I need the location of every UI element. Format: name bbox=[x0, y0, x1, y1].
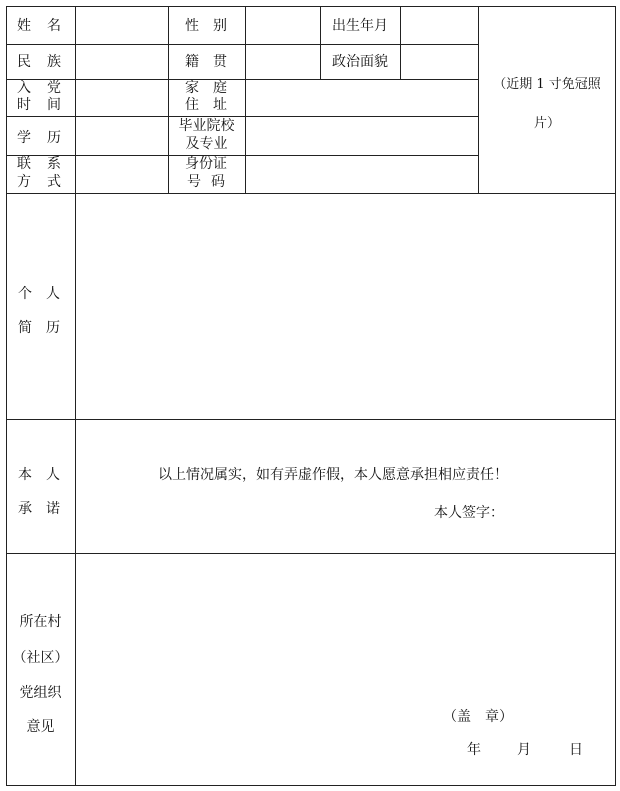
row-divider bbox=[6, 79, 478, 80]
label-char: 籍 bbox=[185, 54, 199, 70]
row-divider bbox=[6, 155, 478, 156]
date-month: 月 bbox=[517, 742, 531, 758]
label-char: 间 bbox=[47, 97, 61, 113]
label-char: 家 bbox=[185, 80, 199, 96]
label-char: 名 bbox=[47, 18, 61, 34]
column-divider bbox=[168, 6, 169, 194]
section-divider bbox=[6, 419, 615, 420]
label-char: 式 bbox=[47, 174, 61, 190]
label-char: 庭 bbox=[213, 80, 227, 96]
home-address-label-line2 bbox=[185, 98, 227, 112]
resume-label-line2 bbox=[18, 321, 60, 335]
photo-column-divider bbox=[478, 6, 479, 194]
label-char: 份 bbox=[199, 156, 213, 172]
join-party-label-line1 bbox=[17, 81, 61, 95]
resume-input-area[interactable] bbox=[77, 195, 614, 418]
pledge-statement: 以上情况属实，如有弄虚作假，本人愿意承担相应责任！ bbox=[158, 467, 508, 483]
label-char: 族 bbox=[47, 54, 61, 70]
section-divider bbox=[6, 553, 615, 554]
label-char: 入 bbox=[17, 80, 31, 96]
label-char: 住 bbox=[185, 97, 199, 113]
seal-label: （盖 章） bbox=[443, 709, 513, 725]
native-place-label bbox=[185, 55, 227, 69]
label-char: 系 bbox=[47, 156, 61, 172]
opinion-label-line3: 党组织 bbox=[19, 685, 62, 701]
label-char: 人 bbox=[46, 467, 60, 483]
row-divider bbox=[6, 116, 478, 117]
label-char: 历 bbox=[47, 130, 61, 146]
label-char: 联 bbox=[17, 156, 31, 172]
label-char: 简 bbox=[18, 320, 32, 336]
home-address-label-line1 bbox=[185, 81, 227, 95]
border-top bbox=[6, 6, 615, 7]
label-char: 号 bbox=[187, 174, 201, 190]
id-number-label-line2 bbox=[187, 175, 225, 189]
resume-label-line1 bbox=[18, 287, 60, 301]
label-char: 历 bbox=[46, 320, 60, 336]
id-number-label-line1 bbox=[185, 157, 227, 171]
photo-placeholder-line2: 片） bbox=[533, 116, 560, 131]
label-char: 时 bbox=[17, 97, 31, 113]
column-divider bbox=[245, 6, 246, 194]
birth-date-label: 出生年月 bbox=[332, 18, 388, 34]
join-party-label-line2 bbox=[17, 98, 61, 112]
label-char: 学 bbox=[17, 130, 31, 146]
label-char: 姓 bbox=[17, 18, 31, 34]
education-label bbox=[17, 131, 61, 145]
pledge-label-line1 bbox=[18, 468, 60, 482]
section-divider bbox=[6, 193, 615, 194]
border-left bbox=[6, 6, 7, 786]
label-column-divider bbox=[75, 6, 76, 786]
opinion-label-line1: 所在村 bbox=[19, 614, 62, 630]
ethnicity-label bbox=[17, 55, 61, 69]
label-char: 个 bbox=[18, 286, 32, 302]
label-char: 身 bbox=[185, 156, 199, 172]
contact-label-line1 bbox=[17, 157, 61, 171]
gender-label bbox=[185, 19, 227, 33]
border-bottom bbox=[6, 785, 615, 786]
school-label-line1: 毕业院校 bbox=[178, 118, 235, 134]
label-char: 贯 bbox=[213, 54, 227, 70]
label-char: 诺 bbox=[46, 501, 60, 517]
label-char: 证 bbox=[213, 156, 227, 172]
photo-placeholder-line1: （近期 1 寸免冠照 bbox=[493, 77, 601, 92]
label-char: 党 bbox=[47, 80, 61, 96]
contact-label-line2 bbox=[17, 175, 61, 189]
column-divider bbox=[400, 6, 401, 80]
border-right bbox=[615, 6, 616, 786]
school-label-line2: 及专业 bbox=[185, 136, 228, 152]
pledge-label-line2 bbox=[18, 502, 60, 516]
label-char: 性 bbox=[185, 18, 199, 34]
label-char: 码 bbox=[211, 174, 225, 190]
name-label bbox=[17, 19, 61, 33]
label-char: 别 bbox=[213, 18, 227, 34]
opinion-label-line2: （社区） bbox=[12, 650, 69, 666]
row-divider bbox=[6, 44, 478, 45]
political-status-label: 政治面貌 bbox=[332, 54, 388, 70]
label-char: 人 bbox=[46, 286, 60, 302]
signature-label: 本人签字： bbox=[434, 505, 504, 521]
label-char: 承 bbox=[18, 501, 32, 517]
label-char: 方 bbox=[17, 174, 31, 190]
label-char: 民 bbox=[17, 54, 31, 70]
opinion-label-line4: 意见 bbox=[26, 719, 55, 735]
label-char: 址 bbox=[213, 97, 227, 113]
date-year: 年 bbox=[467, 742, 481, 758]
date-day: 日 bbox=[569, 742, 583, 758]
label-char: 本 bbox=[18, 467, 32, 483]
